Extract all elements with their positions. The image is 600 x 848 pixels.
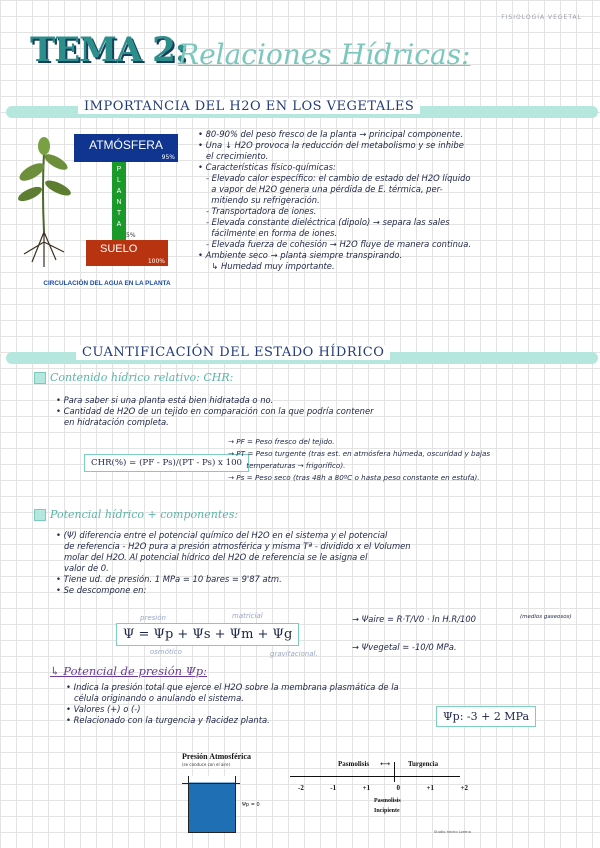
plant-column-letters: [112, 162, 126, 230]
annotation-gravitacional: gravitacional.: [270, 650, 318, 658]
note-line: a vapor de H2O genera una pérdida de E. térmica, per-: [198, 184, 443, 194]
page-title: TEMA 2:: [30, 30, 187, 70]
scale-ticks: [298, 784, 468, 792]
credit-text: Studio hecho Lorena: [434, 830, 471, 834]
section-heading: IMPORTANCIA DEL H2O EN LOS VEGETALES: [78, 99, 420, 114]
checkbox-icon: [34, 372, 46, 384]
plasmolysis-label: Pasmolisis: [338, 760, 370, 768]
beaker-icon: [188, 776, 236, 833]
pressure-range-box: Ψp: -3 + 2 MPa: [436, 706, 536, 727]
turgor-label: Turgencia: [408, 760, 439, 768]
importance-notes: [198, 129, 594, 272]
atmosphere-box: [74, 134, 178, 162]
figure-caption: CIRCULACIÓN DEL AGUA EN LA PLANTA: [43, 280, 171, 287]
pressure-diagram: [178, 750, 598, 840]
note-line: molar del H2O. Al potencial hídrico del H2O de referencia se le asigna el: [56, 552, 368, 562]
crh-notes: [56, 395, 596, 428]
note-line: de referencia - H2O pura a presión atmosférica y misma Tª - dividido x el Volumen: [56, 541, 411, 551]
note-line: • Ambiente seco → planta siempre transpirando.: [198, 250, 403, 260]
note-line: • Relacionado con la turgencia y flacidez planta.: [66, 715, 270, 725]
plant-letter: P: [116, 166, 122, 173]
soil-percent: 100%: [147, 258, 165, 265]
scale-tick-label: 0: [396, 784, 401, 792]
potential-notes: [56, 530, 596, 596]
scale-axis: [290, 776, 460, 777]
note-line: - Elevado calor específico: el cambio de estado del H2O líquido: [198, 173, 471, 183]
note-line: • Tiene ud. de presión. 1 MPa = 10 bares = 9'87 atm.: [56, 574, 282, 584]
potential-subheading: [34, 508, 238, 521]
scale-zero-tick: [394, 762, 395, 782]
definition-line: temperaturas → frigorífico).: [228, 461, 346, 470]
scale-tick-label: +1: [362, 784, 371, 792]
note-line: • Valores (+) o (-): [66, 704, 141, 714]
scale-below-label: Pasmolisis: [374, 798, 401, 804]
plant-letter: N: [116, 199, 122, 206]
arrow-icon: ⟷: [380, 760, 391, 768]
scale-tick-label: +2: [460, 784, 468, 792]
note-line: • 80-90% del peso fresco de la planta → principal componente.: [198, 129, 463, 139]
note-line: valor de 0.: [56, 563, 109, 573]
crh-definitions: [228, 436, 598, 484]
note-line: - Elevada fuerza de cohesión → H2O fluye de manera continua.: [198, 239, 472, 249]
scale-tick-label: -1: [330, 784, 337, 792]
note-line: ↳ Humedad muy importante.: [198, 261, 335, 271]
crh-subheading: [34, 371, 233, 384]
note-line: - Transportadora de iones.: [198, 206, 317, 216]
atmosphere-percent: 95%: [161, 154, 175, 161]
diagram-subtitle: (se conduce con el aire): [182, 762, 231, 767]
note-line: • Indica la presión total que ejerce el H2O sobre la membrana plasmática de la: [66, 682, 399, 692]
note-line: el crecimiento.: [198, 151, 269, 161]
course-label: FISIOLOGÍA VEGETAL: [501, 14, 582, 21]
air-potential: → Ψaire = R·T/V0 · ln H.R/100: [352, 614, 477, 624]
note-line: • Para saber si una planta está bien hidratada o no.: [56, 395, 274, 405]
plant-potential: → Ψvegetal = -10/0 MPa.: [352, 642, 457, 652]
section-heading: CUANTIFICACIÓN DEL ESTADO HÍDRICO: [76, 345, 390, 360]
plant-icon: [14, 132, 74, 272]
crh-formula-box: CHR(%) = (PF - Ps)/(PT - Ps) x 100: [84, 454, 249, 472]
annotation-presion: presión: [140, 614, 166, 622]
water-potential-formula: Ψ = Ψp + Ψs + Ψm + Ψg: [116, 623, 299, 646]
checkbox-icon: [34, 509, 46, 521]
note-line: célula originando o anulando el sistema.: [66, 693, 244, 703]
plant-percent: 5%: [126, 232, 136, 239]
diagram-title: Presión Atmosférica: [182, 752, 251, 761]
note-line: en hidratación completa.: [56, 417, 169, 427]
plant-letter: L: [117, 177, 121, 184]
air-potential-note: (medios gaseosos): [520, 614, 572, 620]
note-line: • Características físico-químicas:: [198, 162, 336, 172]
definition-line: → PF = Peso fresco del tejido.: [228, 437, 335, 446]
note-line: mitiendo su refrigeración.: [198, 195, 320, 205]
potential-subheading-text: Potencial hídrico + componentes:: [50, 508, 239, 521]
beaker-psi-label: Ψp = 0: [242, 802, 260, 808]
soil-box: [86, 240, 168, 266]
plant-column: [112, 162, 126, 240]
scale-tick-label: +1: [426, 784, 434, 792]
annotation-matricial: matricial: [232, 612, 263, 620]
crh-subheading-text: Contenido hídrico relativo: CHR:: [50, 371, 234, 384]
water-circulation-figure: [14, 128, 186, 298]
note-line: fácilmente en forma de iones.: [198, 228, 338, 238]
page-subtitle: Relaciones Hídricas:: [178, 38, 471, 71]
definition-line: → Ps = Peso seco (tras 48h a 80ºC o hasta peso constante en estufa).: [228, 473, 480, 482]
note-line: • Una ↓ H2O provoca la reducción del metabolismo y se inhibe: [198, 140, 464, 150]
plant-letter: T: [116, 210, 122, 217]
note-line: • Cantidad de H2O de un tejido en comparación con la que podría contener: [56, 406, 374, 416]
note-line: • (Ψ) diferencia entre el potencial químico del H2O en el sistema y el potencial: [56, 530, 388, 540]
scale-incipient-label: Incipiente: [374, 808, 400, 814]
note-line: - Elevada constante dieléctrica (dipolo) → separa las sales: [198, 217, 450, 227]
plant-letter: A: [116, 188, 122, 195]
plant-letter: A: [116, 221, 122, 228]
scale-tick-label: -2: [298, 784, 304, 792]
beaker-level-line: [182, 783, 240, 784]
definition-line: → PT = Peso turgente (tras est. en atmósfera húmeda, oscuridad y bajas: [228, 449, 491, 458]
annotation-osmotico: osmótico: [150, 648, 182, 656]
note-line: • Se descompone en:: [56, 585, 147, 595]
soil-label: SUELO: [100, 243, 138, 255]
atmosphere-label: ATMÓSFERA: [89, 138, 163, 152]
pressure-potential-subheading: ↳ Potencial de presión Ψp:: [50, 664, 208, 678]
